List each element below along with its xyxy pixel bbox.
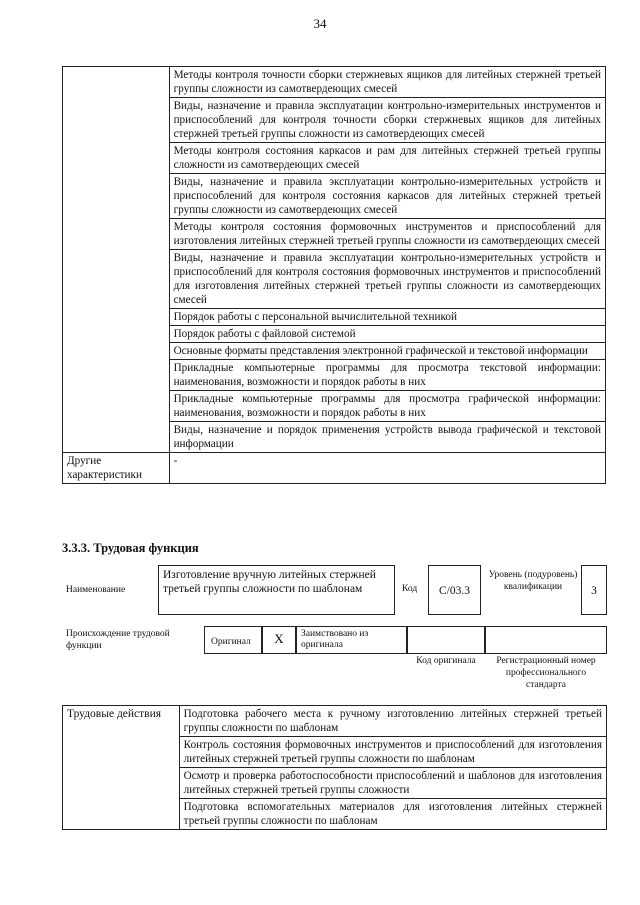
page-number: 34 <box>313 16 327 31</box>
table-cell: Подготовка рабочего места к ручному изготовлению литейных стержней третьей группы сложности по шаблонам <box>179 706 606 737</box>
table-cell: Основные форматы представления электронной графической и текстовой информации <box>169 343 605 360</box>
other-characteristics-label: Другие характеристики <box>63 453 170 484</box>
table-left-cell <box>63 67 170 453</box>
original-mark: X <box>262 626 296 654</box>
labor-actions-table <box>62 705 607 830</box>
table-cell: Виды, назначение и правила эксплуатации контрольно-измерительных инструментов и приспособлений для контроля точности сборки стержневых ящиков для литейных стержней третьей группы сложности из самотвердеющих смесей <box>169 98 605 143</box>
table-row <box>63 67 606 98</box>
origin-label: Происхождение трудовой функции <box>66 629 170 651</box>
code-original-label: Код оригинала <box>416 656 476 666</box>
original-label: Оригинал <box>204 626 262 654</box>
table-cell: Методы контроля состояния каркасов и рам для литейных стержней третьей группы сложности из самотвердеющих смесей <box>169 143 605 174</box>
other-characteristics-value: - <box>169 453 605 484</box>
name-label: Наименование <box>66 585 126 595</box>
function-code-field: С/03.3 <box>428 565 481 615</box>
table-cell: Методы контроля точности сборки стержневых ящиков для литейных стержней третьей группы сложности из самотвердеющих смесей <box>169 67 605 98</box>
code-label: Код <box>402 584 418 594</box>
qualification-level-field: 3 <box>581 565 607 615</box>
table-cell: Прикладные компьютерные программы для просмотра текстовой информации: наименования, возможности и порядок работы в них <box>169 360 605 391</box>
function-name-field: Изготовление вручную литейных стержней третьей группы сложности по шаблонам <box>158 565 395 615</box>
section-heading: 3.3.3. Трудовая функция <box>62 541 199 555</box>
knowledge-table <box>62 66 606 484</box>
borrowed-label: Заимствовано из оригинала <box>296 626 407 654</box>
table-cell: Подготовка вспомогательных материалов для изготовления литейных стержней третьей группы сложности по шаблонам <box>179 799 606 830</box>
reg-number-field <box>485 626 607 654</box>
table-cell: Осмотр и проверка работоспособности приспособлений и шаблонов для изготовления литейных стержней третьей группы сложности <box>179 768 606 799</box>
qualification-level-label: Уровень (подуровень) квалификации <box>488 570 578 592</box>
table-row <box>63 706 607 737</box>
table-cell: Виды, назначение и порядок применения устройств вывода графической и текстовой информации <box>169 422 605 453</box>
table-cell: Контроль состояния формовочных инструментов и приспособлений для изготовления литейных стержней третьей группы сложности по шаблонам <box>179 737 606 768</box>
labor-actions-label: Трудовые действия <box>63 706 180 830</box>
table-cell: Прикладные компьютерные программы для просмотра графической информации: наименования, возможности и порядок работы в них <box>169 391 605 422</box>
reg-number-label: Регистрационный номер профессионального стандарта <box>496 656 596 690</box>
table-cell: Порядок работы с файловой системой <box>169 326 605 343</box>
table-cell: Виды, назначение и правила эксплуатации контрольно-измерительных устройств и приспособлений для контроля состояния каркасов для литейных стержней третьей группы сложности из самотвердеющих смесей <box>169 174 605 219</box>
table-cell: Методы контроля состояния формовочных инструментов и приспособлений для изготовления литейных стержней третьей группы сложности из самотвердеющих смесей <box>169 219 605 250</box>
code-original-field <box>407 626 485 654</box>
table-cell: Виды, назначение и правила эксплуатации контрольно-измерительных устройств и приспособлений для контроля состояния формовочных инструментов и приспособлений для изготовления литейных стержней третьей группы сложности из самотвердеющих смесей <box>169 250 605 309</box>
table-cell: Порядок работы с персональной вычислительной техникой <box>169 309 605 326</box>
table-row <box>63 453 606 484</box>
